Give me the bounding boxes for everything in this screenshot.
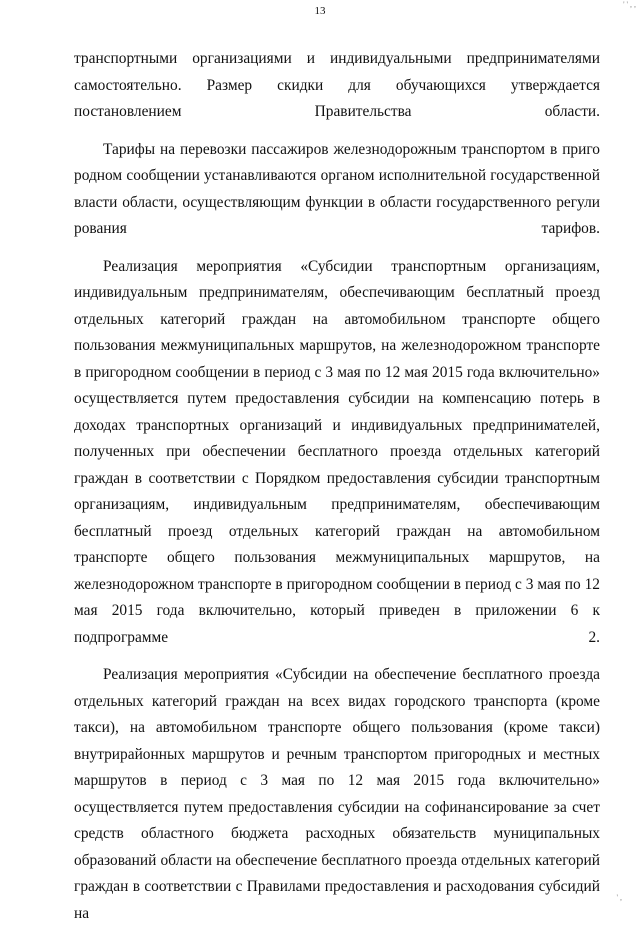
text-line: путем предоставления субсидии на софинансирование за счет средств [74,798,600,842]
text-line: осуществляется путем предоставления субсидии на компенсацию потерь в [74,390,600,407]
paragraph-tariffs [74,137,600,243]
document-body [74,46,600,927]
text-line: Тарифы на перевозки пассажиров железнодорожным транспортом в приго [103,140,600,158]
paragraph-transport-subsidy [74,254,600,652]
text-line: граждан в соответствии с Порядком предоставления субсидии транспортным [74,469,600,487]
text-line: транспортными организациями и индивидуальными предпринимателями [74,50,600,67]
text-line: областного бюджета расходных обязательств муниципальных образований [74,825,600,869]
text-line: пригородном сообщении в период с 3 мая по 12 мая 2015 года включительно» [85,363,601,381]
paragraph-free-travel-subsidy [74,662,600,927]
text-line: индивидуальным предпринимателям, обеспечивающим бесплатный проезд [74,284,600,301]
text-line: самостоятельно. Размер скидки для обучающихся утверждается постановлением [74,76,600,120]
text-line: доходах транспортных организаций и индивидуальных предпринимателей, [74,416,600,434]
text-line: власти области, осуществляющим функции в области государственного регули [74,193,600,211]
text-line: области на обеспечение бесплатного проезда отдельных категорий граждан в [74,851,600,895]
text-line: пользования межмуниципальных маршрутов, на железнодорожном транспорте в [74,337,600,381]
text-line: общего пользования межмуниципальных маршрутов, на железнодорожном [74,549,600,593]
text-line: родном сообщении устанавливаются органом исполнительной государственной [74,167,600,184]
text-line: Реализация мероприятия «Субсидии на обеспечение бесплатного проезда [103,666,600,683]
text-line: внутрирайонных маршрутов и речным транспортом пригородных и местных [74,745,600,763]
text-line: отдельных категорий граждан на всех видах городского транспорта (кроме [74,692,600,710]
text-line: соответствии с Правилами предоставления и расходования субсидий на [74,878,600,922]
text-line: бесплатный проезд отдельных категорий граждан на автомобильном транспорте [74,522,600,566]
text-line: транспорте в пригородном сообщении в период с 3 мая по 12 мая 2015 года [74,575,601,619]
paragraph-discount [74,46,600,126]
scan-artifact-bottom: ' , [616,893,622,902]
text-line: такси), на автомобильном транспорте общего пользования (кроме такси) [74,719,600,736]
text-line: включительно, который приведен в приложении 6 к подпрограмме 2. [74,602,600,646]
text-line: полученных при обеспечении бесплатного проезда отдельных категорий [74,443,600,460]
page-number: 13 [314,5,326,17]
text-line: отдельных категорий граждан на автомобильном транспорте общего [74,310,600,328]
text-line: Правительства области. [314,103,601,120]
text-line: организациям, индивидуальным предпринимателям, обеспечивающим [74,496,600,513]
text-line: Реализация мероприятия «Субсидии транспортным организациям, [103,257,600,275]
text-line: рования тарифов. [74,220,600,237]
text-line: маршрутов в период с 3 мая по 12 мая 2015 года включительно» осуществляется [74,772,600,816]
scan-artifact-top: ' ' , , [623,0,636,9]
